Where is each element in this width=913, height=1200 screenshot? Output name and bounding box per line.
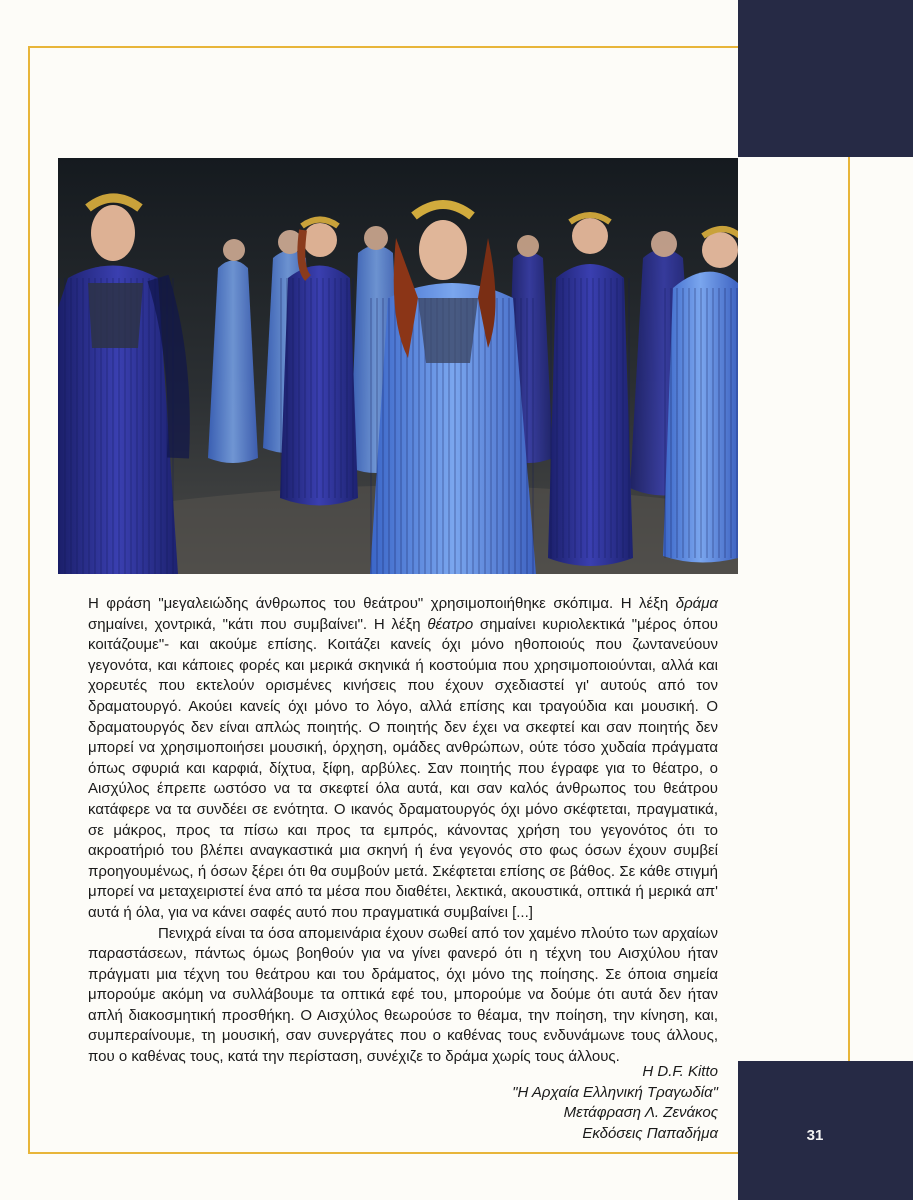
credit-translation: Μετάφραση Λ. Ζενάκος (563, 1104, 718, 1122)
paragraph-1-part-a: Η φράση "μεγαλειώδης άνθρωπος του θεάτρου" χρησιμοποιήθηκε σκόπιμα. Η λέξη (88, 595, 676, 612)
word-theatro: θέατρο (427, 615, 474, 633)
theatre-chorus-photo (58, 158, 738, 574)
article-body (88, 594, 718, 1068)
word-drama: δράμα (675, 595, 718, 612)
gold-frame-top (28, 46, 738, 48)
gold-frame-bottom (28, 1152, 738, 1154)
credit-author: Η D.F. Kitto (642, 1063, 718, 1080)
page-number: 31 (806, 1127, 824, 1144)
gold-frame-right (848, 157, 850, 1061)
source-credits (420, 1062, 718, 1144)
right-margin-panel (738, 157, 848, 1061)
credit-book: "Η Αρχαία Ελληνική Τραγωδία" (512, 1083, 718, 1101)
gold-frame-left (28, 46, 30, 1154)
navy-corner-top (738, 0, 913, 157)
paragraph-1-part-c: σημαίνει κυριολεκτικά "μέρος όπου κοιτάζουμε"- και ακούμε επίσης. Κοιτάζει κανείς όχι μόνο ηθοποιούς που ζωντανεύουν γεγονότα, και κάποιες φορές και μερικά σκηνικά ή κοστούμια που χρησιμοποιούνται, αλλά και χορευτές που εκτελούν ορισμένες κινήσεις που έχουν σχεδιαστεί γι' αυτούς από τον δραματουργό. Ακούει κανείς όχι μόνο το λόγο, αλλά επίσης και τραγούδια και μουσική. Ο δραματουργός δεν είναι απλώς ποιητής. Ο ποιητής δεν έχει να σκεφτεί και σαν ποιητής δεν μπορεί να χρησιμοποιήσει μουσική, όρχηση, ομάδες ανθρώπων, ούτε τόσο χυδαία πράγματα όπως σφυριά και καρφιά, δίχτυα, ξίφη, αρβύλες. Σαν ποιητής που έγραφε για το θέατρο, ο Αισχύλος έπρεπε ωστόσο να τα σκεφτεί όλα αυτά, και σαν καλός άνθρωπος του θεάτρου κατάφερε να τα συνδέει σε ενότητα. Ο ικανός δραματουργός όχι μόνο σκέφτεται, πραγματικά, σε μάκρος, προς τα πίσω και προς τα εμπρός, κάνοντας χρήση του γεγονότος ότι το ακροατήριό του βλέπει αναγκαστικά μια σκηνή ή ένα γεγονός στο φως όσων έχουν συμβεί προηγουμένως, ή όσων ξέρει ότι θα συμβούν μετά. Σκέφτεται επίσης σε βάθος. Σε κάθε στιγμή μπορεί να μεταχειριστεί ένα από τα μέσα που διαθέτει, λεκτικά, ακουστικά, οπτικά ή μερικά απ' αυτά ή όλα, για να κάνει σαφές αυτό που πραγματικά συμβαίνει [...] (88, 615, 718, 921)
credit-publisher: Εκδόσεις Παπαδήμα (582, 1124, 718, 1142)
paragraph-1-part-b: σημαίνει, χοντρικά, "κάτι που συμβαίνει". Η λέξη (88, 615, 428, 633)
paragraph-2: Πενιχρά είναι τα όσα απομεινάρια έχουν σωθεί από τον χαμένο πλούτο των αρχαίων παραστάσεων, πάντως όμως βοηθούν για να γίνει φανερό ότι η τέχνη του Αισχύλου ήταν πράγματι μια τέχνη του θεάτρου και του δράματος, όχι μόνο της ποίησης. Σε όποια σημεία μπορούμε ακόμη να συλλάβουμε τα οπτικά εφέ του, μπορούμε να δούμε ότι αυτά δεν ήταν απλή διακοσμητική προσθήκη. Ο Αισχύλος θεωρούσε το θέαμα, την ποίηση, την κίνηση, και, συμπεραίνουμε, τη μουσική, σαν συνεργάτες που ο καθένας τους ενδυνάμωνε τους άλλους, που ο καθένας τους, κατά την περίσταση, συνέχιζε το δράμα χωρίς τους άλλους. (88, 924, 718, 1066)
paragraph-1 (88, 594, 718, 924)
